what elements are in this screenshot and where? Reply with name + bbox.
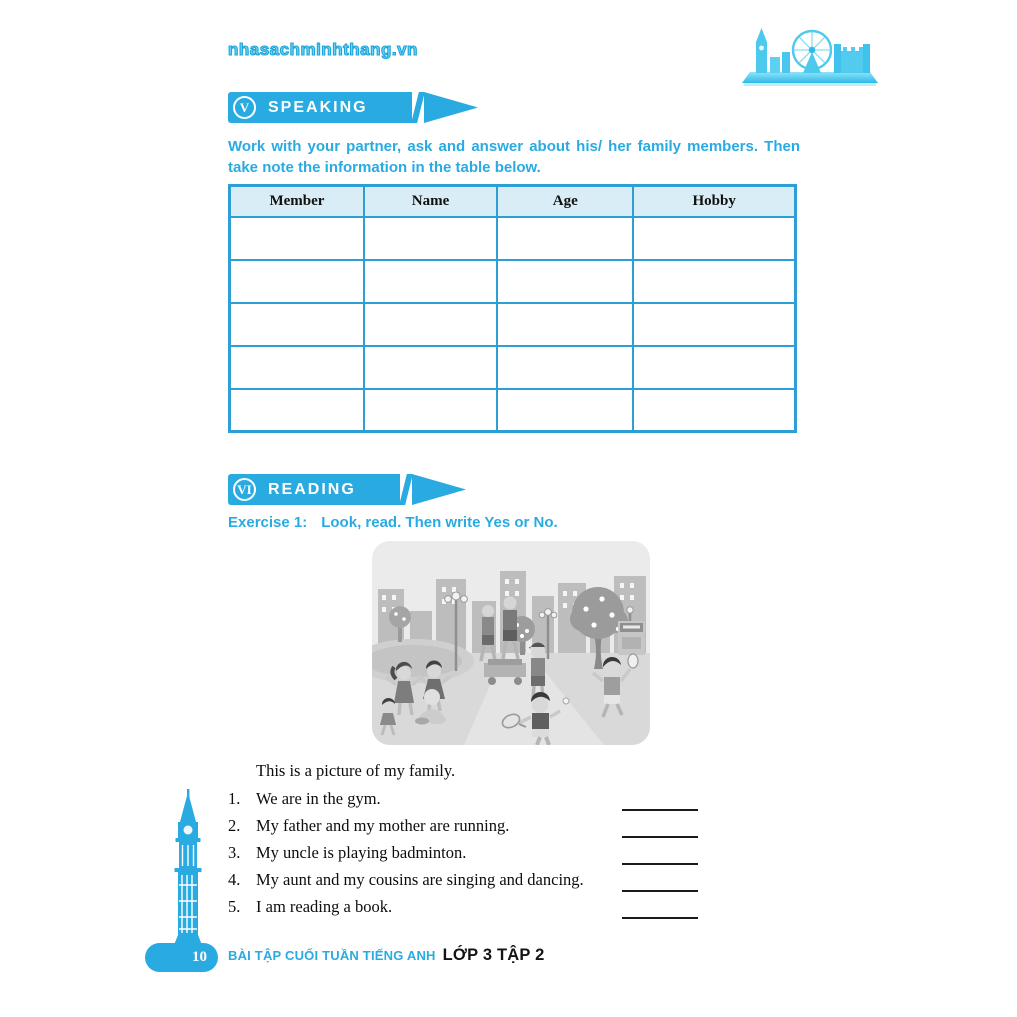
- table-cell-input[interactable]: [497, 260, 633, 303]
- table-row: [230, 346, 796, 389]
- table-header-row: [230, 186, 796, 217]
- table-cell-input[interactable]: [364, 389, 497, 432]
- exercise-label: Exercise 1:: [228, 514, 308, 531]
- table-row: [230, 260, 796, 303]
- reading-intro-sentence: This is a picture of my family.: [256, 761, 456, 780]
- table-cell-input[interactable]: [364, 260, 497, 303]
- table-cell-input[interactable]: [633, 389, 795, 432]
- table-cell-input[interactable]: [497, 303, 633, 346]
- footer-book-title: LỚP 3 TẬP 2: [442, 946, 545, 964]
- answer-blank-1[interactable]: [622, 795, 698, 811]
- table-row: [230, 303, 796, 346]
- table-cell-input[interactable]: [633, 217, 795, 260]
- footer: [228, 946, 545, 965]
- section-banner-reading: [228, 474, 466, 505]
- table-header-name: Name: [364, 186, 497, 217]
- banner-bar: [228, 92, 412, 123]
- section-numeral-badge: V: [233, 96, 256, 119]
- table-cell-input[interactable]: [633, 303, 795, 346]
- table-cell-input[interactable]: [364, 303, 497, 346]
- table-cell-input[interactable]: [497, 389, 633, 432]
- table-cell-input[interactable]: [230, 217, 364, 260]
- section-title: SPEAKING: [268, 98, 368, 116]
- table-cell-input[interactable]: [497, 217, 633, 260]
- reading-item-2: [228, 816, 698, 838]
- footer-series-title: BÀI TẬP CUỐI TUẦN TIẾNG ANH: [228, 948, 436, 963]
- answer-blank-4[interactable]: [622, 876, 698, 892]
- item-number: 5.: [228, 897, 241, 916]
- table-cell-input[interactable]: [364, 346, 497, 389]
- table-header-hobby: Hobby: [633, 186, 795, 217]
- section-banner-speaking: [228, 92, 478, 123]
- item-number: 3.: [228, 843, 241, 862]
- reading-item-3: [228, 843, 698, 865]
- family-in-park-picture: [372, 541, 650, 745]
- item-text: I am reading a book.: [256, 897, 393, 916]
- pencil-tip-icon: [412, 474, 466, 505]
- item-text: We are in the gym.: [256, 789, 381, 808]
- table-cell-input[interactable]: [364, 217, 497, 260]
- item-number: 4.: [228, 870, 241, 889]
- item-number: 1.: [228, 789, 241, 808]
- speaking-table: [228, 184, 797, 433]
- table-cell-input[interactable]: [633, 346, 795, 389]
- exercise-heading: [228, 514, 558, 531]
- big-ben-tower-icon: [158, 789, 218, 950]
- exercise-instruction: Look, read. Then write Yes or No.: [321, 514, 558, 531]
- table-cell-input[interactable]: [633, 260, 795, 303]
- page-number-badge: [145, 943, 218, 972]
- banner-bar: [228, 474, 400, 505]
- item-number: 2.: [228, 816, 241, 835]
- page-number: 10: [192, 949, 207, 965]
- item-text: My uncle is playing badminton.: [256, 843, 467, 862]
- item-text: My father and my mother are running.: [256, 816, 510, 835]
- london-skyline-icon: [742, 22, 880, 99]
- table-row: [230, 217, 796, 260]
- reading-item-4: [228, 870, 698, 892]
- pencil-slash-icon: [411, 92, 425, 123]
- table-row: [230, 389, 796, 432]
- speaking-instruction: Work with your partner, ask and answer about his/ her family members. Then take note the information in the table below.: [228, 138, 800, 177]
- reading-item-1: [228, 789, 698, 811]
- table-header-age: Age: [497, 186, 633, 217]
- table-cell-input[interactable]: [230, 260, 364, 303]
- section-title: READING: [268, 480, 356, 498]
- reading-item-5: [228, 897, 698, 919]
- item-text: My aunt and my cousins are singing and dancing.: [256, 870, 584, 889]
- table-cell-input[interactable]: [230, 346, 364, 389]
- pencil-tip-icon: [424, 92, 478, 123]
- table-cell-input[interactable]: [230, 303, 364, 346]
- table-cell-input[interactable]: [497, 346, 633, 389]
- watermark-site-url: nhasachminhthang.vn: [228, 40, 418, 59]
- section-numeral-badge: VI: [233, 478, 256, 501]
- answer-blank-3[interactable]: [622, 849, 698, 865]
- answer-blank-5[interactable]: [622, 903, 698, 919]
- table-cell-input[interactable]: [230, 389, 364, 432]
- answer-blank-2[interactable]: [622, 822, 698, 838]
- table-header-member: Member: [230, 186, 364, 217]
- pencil-slash-icon: [399, 474, 413, 505]
